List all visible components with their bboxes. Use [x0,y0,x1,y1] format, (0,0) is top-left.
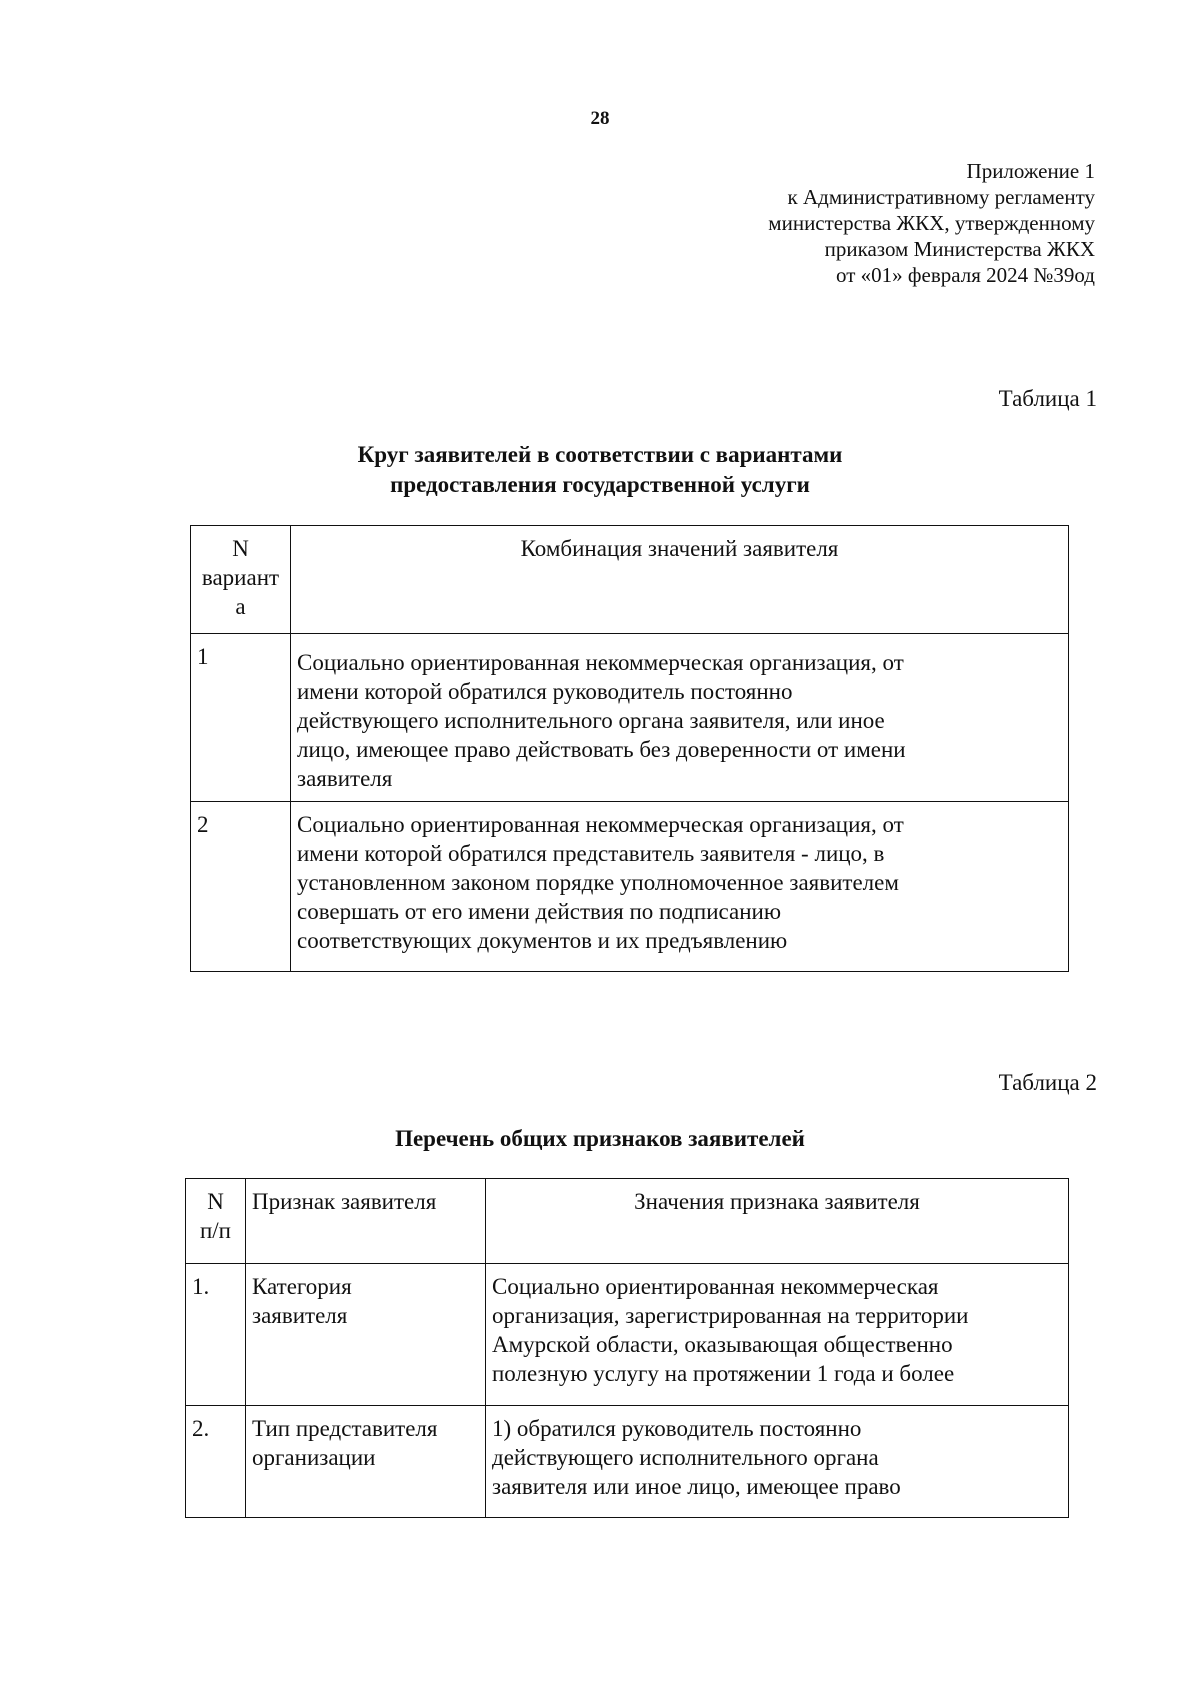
table-row [186,1406,1069,1518]
header-text-line: вариант [201,565,280,590]
row-values [486,1264,1069,1406]
header-text-line: N [207,1189,224,1214]
cell-text-line: действующего исполнительного органа [492,1445,879,1470]
row-values [486,1406,1069,1518]
cell-text-line: заявителя [252,1303,348,1328]
cell-text-line: Тип представителя [252,1416,438,1441]
row-description [291,634,1069,802]
cell-text-line: организации [252,1445,376,1470]
cell-text-line: Социально ориентированная некоммерческая [492,1274,939,1299]
header-text-line: п/п [199,1218,231,1243]
table2 [185,1178,1069,1518]
header-text-line: а [235,594,246,619]
table-row [191,634,1069,802]
row-description [291,802,1069,972]
table1-title-line: предоставления государственной услуги [390,472,810,497]
row-number: 2 [191,802,291,972]
table1-header-combination: Комбинация значений заявителя [291,526,1069,634]
cell-text-line: совершать от его имени действия по подписанию [297,899,782,924]
table2-header-feature: Признак заявителя [246,1179,486,1264]
cell-text-line: Социально ориентированная некоммерческая организация, от [297,812,904,837]
table1-caption: Таблица 1 [998,386,1097,411]
page-number: 28 [590,108,610,129]
table-row [191,802,1069,972]
cell-text-line: Амурской области, оказывающая общественно [492,1332,953,1357]
row-feature [246,1264,486,1406]
cell-text-line: имени которой обратился представитель заявителя - лицо, в [297,841,885,866]
cell-text-line: 1) обратился руководитель постоянно [492,1416,862,1441]
appendix-line: от «01» февраля 2024 №39од [835,263,1095,287]
row-feature [246,1406,486,1518]
appendix-line: к Административному регламенту [787,185,1095,209]
cell-text-line: Категория [252,1274,352,1299]
appendix-line: Приложение 1 [966,159,1095,183]
table1-header-row [191,526,1069,634]
cell-text-line: полезную услугу на протяжении 1 года и более [492,1361,955,1386]
cell-text-line: заявителя или иное лицо, имеющее право [492,1474,901,1499]
cell-text-line: соответствующих документов и их предъявлению [297,928,788,953]
table1-title-line: Круг заявителей в соответствии с вариантами [357,442,843,467]
row-number: 2. [186,1406,246,1518]
cell-text-line: установленном законом порядке уполномоченное заявителем [297,870,899,895]
row-number: 1. [186,1264,246,1406]
cell-text-line: действующего исполнительного органа заявителя, или иное [297,708,885,733]
header-text-line: N [232,536,249,561]
cell-text-line: заявителя [297,766,393,791]
table2-header-values: Значения признака заявителя [486,1179,1069,1264]
row-number: 1 [191,634,291,802]
table1-header-variant [191,526,291,634]
table2-header-row [186,1179,1069,1264]
table1 [190,525,1069,972]
cell-text-line: имени которой обратился руководитель постоянно [297,679,793,704]
cell-text-line: Социально ориентированная некоммерческая организация, от [297,650,904,675]
table2-header-number [186,1179,246,1264]
cell-text-line: организация, зарегистрированная на территории [492,1303,969,1328]
appendix-line: министерства ЖКХ, утвержденному [768,211,1095,235]
cell-text-line: лицо, имеющее право действовать без доверенности от имени [297,737,906,762]
appendix-line: приказом Министерства ЖКХ [824,237,1095,261]
table-row [186,1264,1069,1406]
appendix-reference [768,158,1095,288]
table2-title: Перечень общих признаков заявителей [395,1126,805,1151]
table1-title [0,440,1200,500]
table2-caption: Таблица 2 [998,1070,1097,1095]
